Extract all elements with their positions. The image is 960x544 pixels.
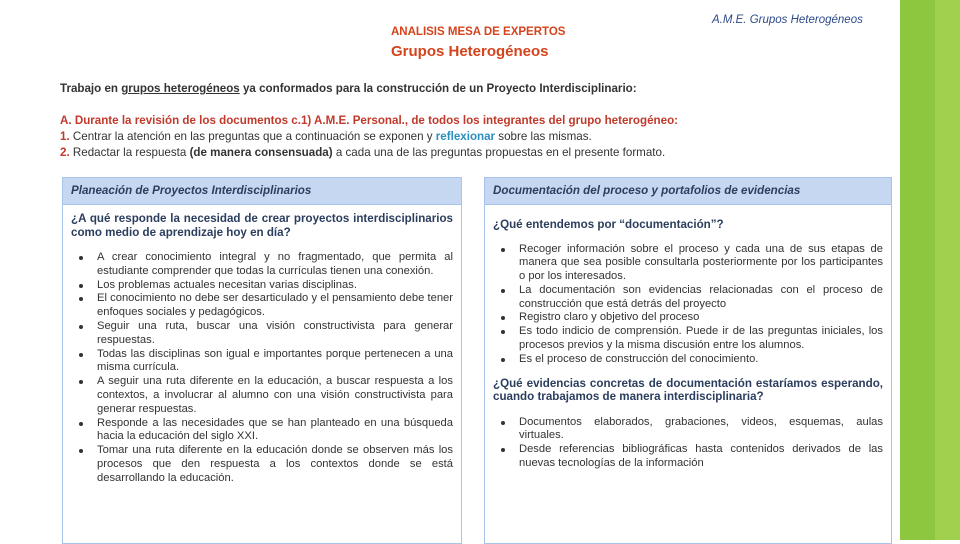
bullet-icon: [501, 421, 505, 425]
step-text-end: sobre las mismas.: [495, 130, 592, 143]
step-highlight: reflexionar: [435, 130, 496, 143]
bullet-icon: [79, 284, 83, 288]
step-bold: (de manera consensuada): [189, 146, 333, 159]
bullet-icon: [79, 325, 83, 329]
list-item: Es el proceso de construcción del conocimiento.: [485, 353, 891, 367]
list-item: Desde referencias bibliográficas hasta contenidos derivados de las nuevas tecnologías de la información: [485, 443, 891, 471]
documentation-question-1: ¿Qué entendemos por “documentación”?: [493, 218, 724, 231]
planning-question: ¿A qué responde la necesidad de crear proyectos interdisciplinarios como medio de aprendizaje hoy en día?: [71, 212, 453, 239]
step-text: Redactar la respuesta: [72, 146, 190, 159]
bullet-icon: [501, 448, 505, 452]
step-number: 2.: [60, 146, 70, 159]
documentation-box: [484, 177, 892, 544]
bullet-icon: [79, 256, 83, 260]
documentation-box-heading: Documentación del proceso y portafolios de evidencias: [485, 178, 891, 205]
step-text: Centrar la atención en las preguntas que a continuación se exponen y: [72, 130, 436, 143]
list-item: Tomar una ruta diferente en la educación donde se observen más los procesos que den respuesta a los contextos donde se está desarrollando la educación.: [63, 444, 461, 485]
list-item: Documentos elaborados, grabaciones, videos, esquemas, aulas virtuales.: [485, 416, 891, 444]
intro-text: [60, 82, 637, 95]
list-item: Registro claro y objetivo del proceso: [485, 311, 891, 325]
bullet-icon: [79, 449, 83, 453]
planning-answers: [63, 251, 461, 486]
documentation-question-2: ¿Qué evidencias concretas de documentación estaríamos esperando, cuando trabajamos de manera interdisciplinaria?: [493, 376, 883, 404]
list-item: A crear conocimiento integral y no fragmentado, que permita al estudiante comprender que todas la currículas tienen una conexión.: [63, 251, 461, 279]
document-header: A.M.E. Grupos Heterogéneos: [712, 14, 863, 26]
bullet-icon: [501, 330, 505, 334]
planning-box-heading: Planeación de Proyectos Interdisciplinarios: [63, 178, 461, 205]
bullet-icon: [501, 358, 505, 362]
step-number: 1.: [60, 130, 70, 143]
list-item: Todas las disciplinas son igual e importantes porque pertenecen a una misma currícula.: [63, 348, 461, 376]
list-item: Responde a las necesidades que se han planteado en una búsqueda hacia la educación del siglo XXI.: [63, 417, 461, 445]
intro-link: grupos heterogéneos: [121, 82, 240, 95]
bullet-icon: [501, 316, 505, 320]
intro-post: ya conformados para la construcción de un Proyecto Interdisciplinario:: [239, 82, 637, 95]
instruction-step-2: [60, 146, 665, 159]
list-item: La documentación son evidencias relacionadas con el proceso de construcción que está detrás del proyecto: [485, 284, 891, 312]
bullet-icon: [79, 353, 83, 357]
document-subtitle: Grupos Heterogéneos: [391, 43, 549, 60]
instruction-a: A. Durante la revisión de los documentos c.1) A.M.E. Personal., de todos los integrantes del grupo heterogéneo:: [60, 114, 679, 127]
list-item: Recoger información sobre el proceso y cada una de sus etapas de manera que sea posible consultarla posteriormente por los participantes o por los interesados.: [485, 243, 891, 284]
list-item: Seguir una ruta, buscar una visión constructivista para generar respuestas.: [63, 320, 461, 348]
list-item: Es todo indicio de comprensión. Puede ir de las preguntas iniciales, los procesos previos y la misma discusión entre los alumnos.: [485, 325, 891, 353]
decorative-green-band-light: [935, 0, 960, 540]
list-item: El conocimiento no debe ser desarticulado y el pensamiento debe tener enfoques sociales y pedagógicos.: [63, 292, 461, 320]
document-title: ANALISIS MESA DE EXPERTOS: [391, 26, 566, 38]
bullet-icon: [501, 248, 505, 252]
intro-pre: Trabajo en: [60, 82, 122, 95]
bullet-icon: [79, 297, 83, 301]
instruction-step-1: [60, 130, 592, 143]
step-text-end: a cada una de las preguntas propuestas en el presente formato.: [332, 146, 666, 159]
bullet-icon: [79, 380, 83, 384]
documentation-answers-2: [485, 416, 891, 471]
list-item: Los problemas actuales necesitan varias disciplinas.: [63, 279, 461, 293]
planning-box: [62, 177, 462, 544]
document-image: [46, 12, 900, 540]
list-item: A seguir una ruta diferente en la educación, a buscar respuesta a los contextos, a involucrar al alumno con una visión constructivista para generar respuestas.: [63, 375, 461, 416]
bullet-icon: [79, 422, 83, 426]
bullet-icon: [501, 289, 505, 293]
documentation-answers-1: [485, 243, 891, 367]
